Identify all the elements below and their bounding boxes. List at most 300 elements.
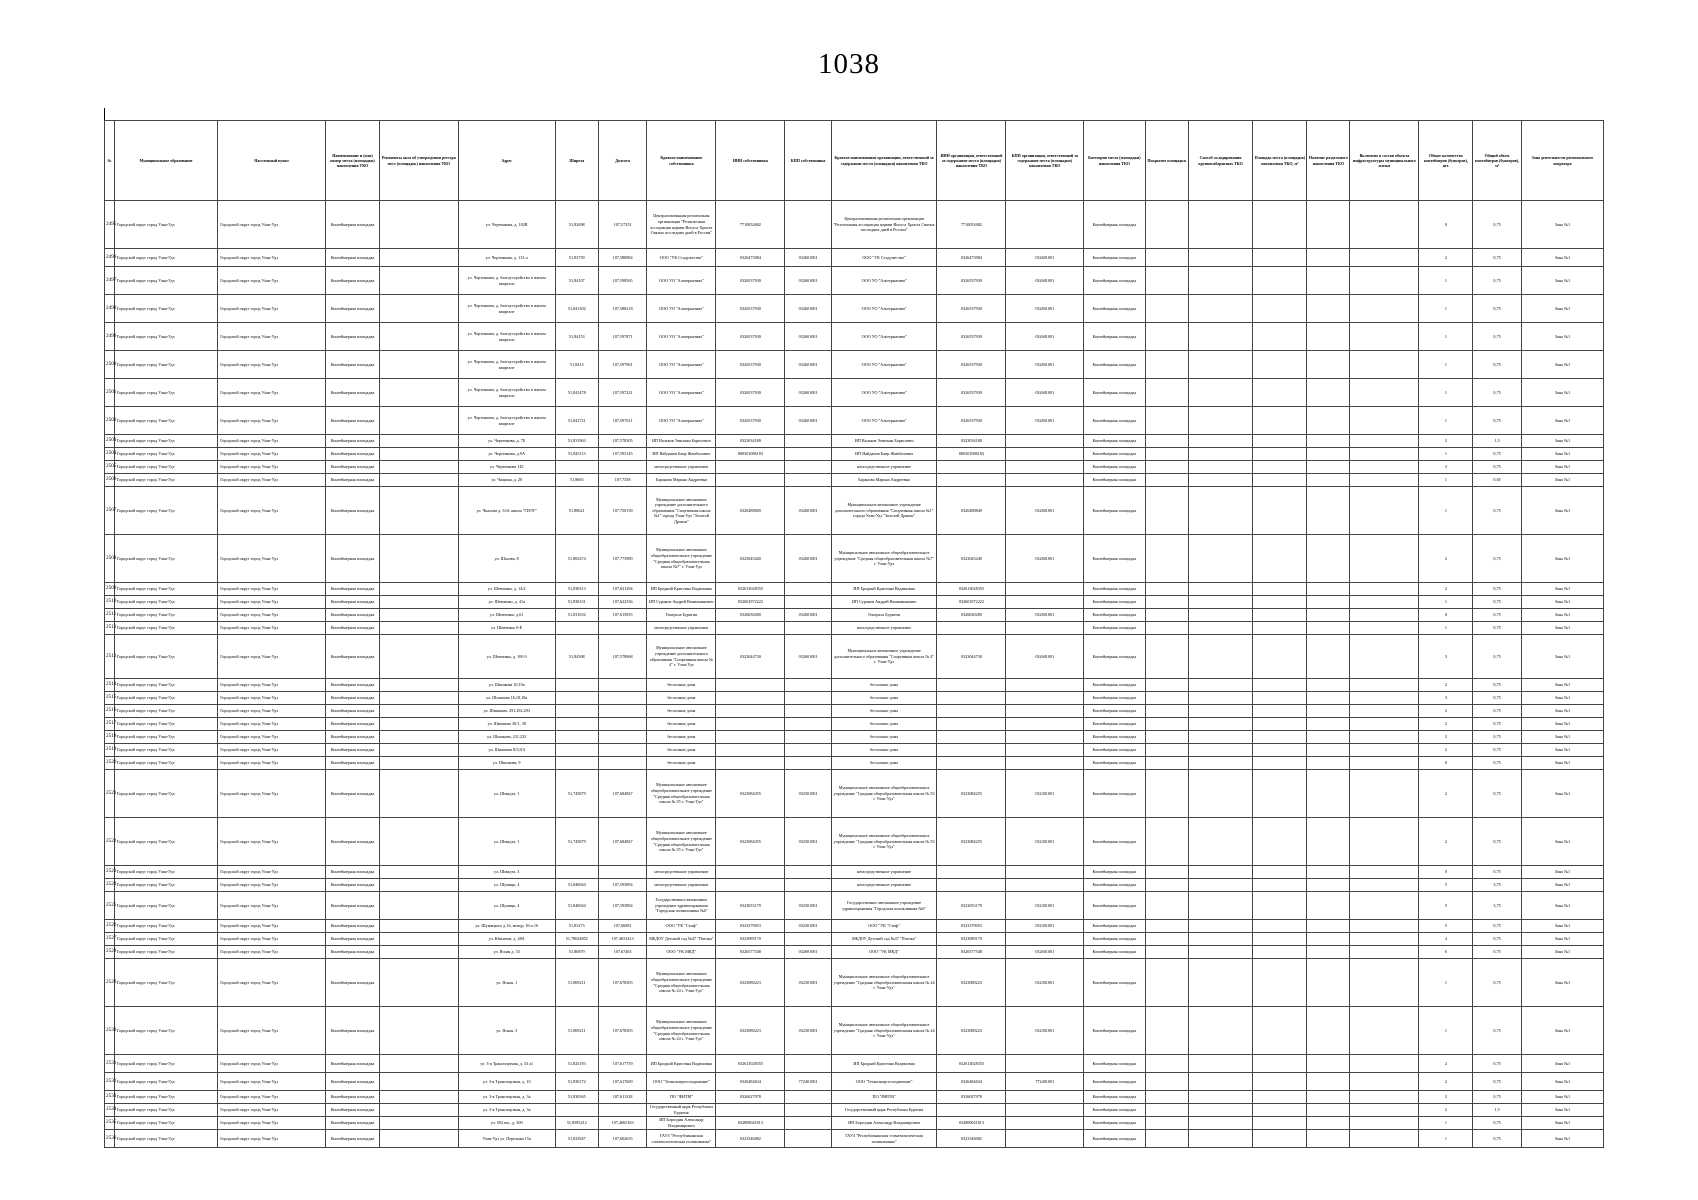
cell-area (1253, 407, 1307, 435)
cell-name: Контейнерная площадка (326, 609, 380, 622)
cell-lon: 107,588984 (598, 249, 647, 267)
cell-name: Контейнерная площадка (326, 744, 380, 757)
cell-incl (1350, 705, 1419, 718)
cell-cnt: 2 (1419, 1104, 1473, 1117)
cell-vol: 0,75 (1473, 1091, 1522, 1104)
cell-vol: 0,75 (1473, 866, 1522, 879)
cell-cover (1145, 535, 1188, 583)
cell-kgo (1188, 267, 1253, 295)
cell-cover (1145, 448, 1188, 461)
cell-lat: 51,84153 (555, 323, 598, 351)
cell-n: 2527 (105, 933, 115, 946)
cell-act (379, 596, 458, 609)
cell-mo: Городской округ город Улан-Удэ (114, 818, 218, 866)
cell-n: 2523 (105, 866, 115, 879)
cell-sep (1307, 866, 1350, 879)
column-header: Наличие раздельного накопления ТКО (1307, 121, 1350, 201)
cell-np: Городской округ город Улан-Удэ (218, 718, 326, 731)
cell-np: Городской округ город Улан-Удэ (218, 866, 326, 879)
cell-org: ПО "ФИТМ" (831, 1091, 937, 1104)
cell-cat: Контейнерная площадка (1084, 866, 1145, 879)
cell-lat: 51,869211 (555, 1007, 598, 1055)
cell-inn (716, 1104, 785, 1117)
cell-cat: Контейнерная площадка (1084, 379, 1145, 407)
cell-incl (1350, 267, 1419, 295)
cell-cnt: 1 (1419, 379, 1473, 407)
cell-mo: Городской округ город Улан-Удэ (114, 583, 218, 596)
cell-addr: ул. Шмидта, 1 (458, 818, 555, 866)
cell-inn: 0323346082 (716, 1130, 785, 1148)
cell-lon: 107,611328 (598, 1091, 647, 1104)
cell-n: 2513 (105, 635, 115, 679)
cell-oinn (937, 692, 1006, 705)
cell-vol: 0,75 (1473, 487, 1522, 535)
cell-addr: ул. Чащина, д. 20 (458, 474, 555, 487)
cell-n: 2517 (105, 718, 115, 731)
cell-lon (598, 461, 647, 474)
cell-n: 2505 (105, 461, 115, 474)
cell-org: ООО "УК "Стиф" (831, 920, 937, 933)
cell-vol: 0,75 (1473, 920, 1522, 933)
cell-lat (555, 461, 598, 474)
cell-okpp: 032601001 (1006, 609, 1084, 622)
cell-cat: Контейнерная площадка (1084, 583, 1145, 596)
cell-inn: 0323045440 (716, 535, 785, 583)
cell-owner: Муниципальное автономное общеобразовательное учреждение "Средняя общеобразовательная школа № 55 г. Улан-Удэ" (647, 770, 716, 818)
table-body (105, 201, 1604, 1148)
cell-lon: 107,66881 (598, 920, 647, 933)
cell-name: Контейнерная площадка (326, 731, 380, 744)
cell-inn: 0326030280 (716, 609, 785, 622)
cell-org: непосредственное управление (831, 622, 937, 635)
cell-lat: 51,831963 (555, 435, 598, 448)
cell-sep (1307, 1091, 1350, 1104)
cell-inn (716, 679, 785, 692)
cell-sep (1307, 731, 1350, 744)
cell-lon (598, 744, 647, 757)
cell-oinn: 0326484634 (937, 1073, 1006, 1091)
cell-act (379, 323, 458, 351)
cell-name: Контейнерная площадка (326, 323, 380, 351)
cell-inn: 7710052682 (716, 201, 785, 249)
cell-kgo (1188, 1073, 1253, 1091)
cell-name: Контейнерная площадка (326, 249, 380, 267)
cell-kgo (1188, 461, 1253, 474)
cell-sep (1307, 757, 1350, 770)
cell-incl (1350, 596, 1419, 609)
cell-zone: Зона №1 (1521, 744, 1603, 757)
column-header: Адрес (458, 121, 555, 201)
cell-owner: бесхозные дома (647, 679, 716, 692)
cell-addr: ул. 3-я Транспортная, д. 3а (458, 1104, 555, 1117)
cell-name: Контейнерная площадка (326, 474, 380, 487)
header-row (105, 121, 1604, 201)
cell-n: 2507 (105, 487, 115, 535)
waste-sites-table (104, 120, 1604, 1148)
cell-zone: Зона №1 (1521, 1117, 1603, 1130)
cell-cover (1145, 770, 1188, 818)
cell-owner: ООО УО "Альтернатива" (647, 267, 716, 295)
cell-cover (1145, 1055, 1188, 1073)
table-row (105, 770, 1604, 818)
cell-cover (1145, 718, 1188, 731)
cell-inn: 032613028355 (716, 1055, 785, 1073)
cell-org: Муниципальное автономное общеобразовательное учреждение "Средняя общеобразовательная школа № 55 г. Улан-Удэ" (831, 770, 937, 818)
cell-cat: Контейнерная площадка (1084, 1055, 1145, 1073)
cell-sep (1307, 351, 1350, 379)
cell-kpp: 032601001 (785, 407, 831, 435)
cell-kpp: 032601001 (785, 295, 831, 323)
cell-mo: Городской округ город Улан-Удэ (114, 487, 218, 535)
cell-act (379, 892, 458, 920)
cell-cnt: 2 (1419, 1073, 1473, 1091)
cell-area (1253, 866, 1307, 879)
cell-kgo (1188, 535, 1253, 583)
cell-n: 2530 (105, 1007, 115, 1055)
cell-cover (1145, 379, 1188, 407)
cell-vol: 0,75 (1473, 249, 1522, 267)
cell-np: Городской округ город Улан-Удэ (218, 635, 326, 679)
cell-kpp: 772401001 (785, 1073, 831, 1091)
cell-okpp: 032601001 (1006, 407, 1084, 435)
cell-cat: Контейнерная площадка (1084, 295, 1145, 323)
cell-kgo (1188, 249, 1253, 267)
cell-vol: 0,75 (1473, 731, 1522, 744)
cell-mo: Городской округ город Улан-Удэ (114, 448, 218, 461)
cell-kpp (785, 622, 831, 635)
cell-kpp: 032601001 (785, 609, 831, 622)
cell-cnt: 1 (1419, 474, 1473, 487)
cell-addr: ул. Шумяцкого д.16, между 16 и 16 (458, 920, 555, 933)
cell-cat: Контейнерная площадка (1084, 879, 1145, 892)
cell-np: Городской округ город Улан-Удэ (218, 920, 326, 933)
cell-cover (1145, 959, 1188, 1007)
cell-vol: 1,5 (1473, 435, 1522, 448)
cell-lat (555, 692, 598, 705)
cell-incl (1350, 535, 1419, 583)
cell-addr: ул. Шишкова, 291,292,293 (458, 705, 555, 718)
cell-name: Контейнерная площадка (326, 596, 380, 609)
cell-lat: 51,83739 (555, 249, 598, 267)
cell-oinn: 032613028355 (937, 583, 1006, 596)
cell-name: Контейнерная площадка (326, 295, 380, 323)
cell-area (1253, 892, 1307, 920)
cell-kpp (785, 679, 831, 692)
cell-act (379, 1091, 458, 1104)
cell-okpp (1006, 866, 1084, 879)
cell-inn: 0323034180 (716, 435, 785, 448)
cell-sep (1307, 379, 1350, 407)
cell-lat (555, 1104, 598, 1117)
cell-cover (1145, 249, 1188, 267)
cell-kgo (1188, 879, 1253, 892)
cell-sep (1307, 770, 1350, 818)
cell-kpp (785, 435, 831, 448)
cell-zone: Зона №1 (1521, 583, 1603, 596)
cell-cover (1145, 201, 1188, 249)
cell-org: Муниципальное автономное учреждение дополнительного образования "Спортивная школа № 4" г. Улан-Удэ (831, 635, 937, 679)
cell-cnt: 1 (1419, 1117, 1473, 1130)
cell-okpp: 032601001 (1006, 295, 1084, 323)
cell-mo: Городской округ город Улан-Удэ (114, 609, 218, 622)
cell-okpp (1006, 461, 1084, 474)
cell-np: Городской округ город Улан-Удэ (218, 622, 326, 635)
cell-inn: 0323080223 (716, 959, 785, 1007)
cell-zone: Зона №1 (1521, 596, 1603, 609)
cell-np: Городской округ город Улан-Удэ (218, 351, 326, 379)
table-row (105, 448, 1604, 461)
cell-area (1253, 959, 1307, 1007)
cell-inn: 0326537930 (716, 267, 785, 295)
cell-kgo (1188, 379, 1253, 407)
cell-cover (1145, 1007, 1188, 1055)
cell-vol: 0,75 (1473, 757, 1522, 770)
table-row (105, 946, 1604, 959)
cell-cat: Контейнерная площадка (1084, 920, 1145, 933)
cell-cat: Контейнерная площадка (1084, 487, 1145, 535)
cell-cnt: 2 (1419, 770, 1473, 818)
cell-kpp: 032601001 (785, 946, 831, 959)
cell-mo: Городской округ город Улан-Удэ (114, 201, 218, 249)
cell-np: Городской округ город Улан-Удэ (218, 933, 326, 946)
cell-kpp (785, 692, 831, 705)
cell-mo: Городской округ город Улан-Удэ (114, 461, 218, 474)
cell-owner: ООО "Техноэнергосоединение" (647, 1073, 716, 1091)
cell-cat: Контейнерная площадка (1084, 718, 1145, 731)
cell-kpp (785, 448, 831, 461)
cell-cnt: 0 (1419, 757, 1473, 770)
cell-act (379, 959, 458, 1007)
cell-kgo (1188, 635, 1253, 679)
column-header: Краткое наименование организации, ответственной за содержание места (площадки) накопления ТКО (831, 121, 937, 201)
cell-vol: 0,75 (1473, 583, 1522, 596)
cell-lat (555, 731, 598, 744)
cell-name: Контейнерная площадка (326, 920, 380, 933)
cell-zone: Зона №1 (1521, 920, 1603, 933)
cell-org: бесхозные дома (831, 692, 937, 705)
cell-owner: ООО УО "Альтернатива" (647, 407, 716, 435)
cell-sep (1307, 1007, 1350, 1055)
cell-name: Контейнерная площадка (326, 718, 380, 731)
cell-mo: Городской округ город Улан-Удэ (114, 692, 218, 705)
cell-lat: 51,841478 (555, 379, 598, 407)
cell-act (379, 705, 458, 718)
cell-okpp (1006, 596, 1084, 609)
cell-lon: 107,617609 (598, 1073, 647, 1091)
cell-n: 2516 (105, 705, 115, 718)
cell-zone: Зона №1 (1521, 818, 1603, 866)
cell-incl (1350, 1073, 1419, 1091)
cell-inn: 0326537930 (716, 295, 785, 323)
cell-vol: 0,75 (1473, 679, 1522, 692)
cell-cat: Контейнерная площадка (1084, 744, 1145, 757)
cell-lat: 51,865474 (555, 535, 598, 583)
cell-kpp (785, 705, 831, 718)
cell-cover (1145, 920, 1188, 933)
cell-n: 2515 (105, 692, 115, 705)
cell-act (379, 435, 458, 448)
cell-inn (716, 705, 785, 718)
cell-cat: Контейнерная площадка (1084, 757, 1145, 770)
cell-oinn (937, 744, 1006, 757)
cell-addr: ул. Шевченко, д. 14/2 (458, 583, 555, 596)
cell-incl (1350, 474, 1419, 487)
cell-mo: Городской округ город Улан-Удэ (114, 770, 218, 818)
cell-kpp (785, 933, 831, 946)
cell-org: непосредственное управление (831, 879, 937, 892)
cell-n: 2531 (105, 1055, 115, 1073)
cell-zone: Зона №1 (1521, 1104, 1603, 1117)
cell-cover (1145, 818, 1188, 866)
cell-act (379, 946, 458, 959)
cell-n: 2532 (105, 1073, 115, 1091)
cell-addr: ул. Шишкова, 9 (458, 757, 555, 770)
cell-incl (1350, 487, 1419, 535)
cell-oinn: 032800041813 (937, 1117, 1006, 1130)
cell-vol: 0,75 (1473, 596, 1522, 609)
cell-area (1253, 635, 1307, 679)
cell-sep (1307, 946, 1350, 959)
cell-zone: Зона №1 (1521, 692, 1603, 705)
cell-kpp: 032301001 (785, 818, 831, 866)
cell-cnt: 2 (1419, 1055, 1473, 1073)
cell-vol: 0,75 (1473, 744, 1522, 757)
cell-okpp (1006, 201, 1084, 249)
cell-lat (555, 622, 598, 635)
cell-owner: бесхозные дома (647, 757, 716, 770)
cell-vol: 0,75 (1473, 351, 1522, 379)
cell-addr: ул. Чертенкова, д. благоустройство в жилом квартале (458, 351, 555, 379)
cell-inn: 0326537930 (716, 379, 785, 407)
cell-cat: Контейнерная площадка (1084, 933, 1145, 946)
column-header: Покрытие площадки (1145, 121, 1188, 201)
cell-kpp (785, 866, 831, 879)
cell-oinn (937, 731, 1006, 744)
cell-mo: Городской округ город Улан-Удэ (114, 1091, 218, 1104)
cell-cat: Контейнерная площадка (1084, 1104, 1145, 1117)
cell-oinn: 0326577548 (937, 946, 1006, 959)
cell-okpp (1006, 692, 1084, 705)
table-row (105, 295, 1604, 323)
cell-kpp: 032601001 (785, 351, 831, 379)
column-header: Краткое наименование собственника (647, 121, 716, 201)
cell-area (1253, 679, 1307, 692)
cell-n: 2501 (105, 379, 115, 407)
cell-kgo (1188, 744, 1253, 757)
cell-sep (1307, 1130, 1350, 1148)
cell-area (1253, 487, 1307, 535)
cell-addr: ул. Шишкова, 231,232 (458, 731, 555, 744)
cell-zone: Зона №1 (1521, 892, 1603, 920)
cell-kpp (785, 879, 831, 892)
cell-lat (555, 744, 598, 757)
cell-incl (1350, 407, 1419, 435)
cell-addr: ул. Ясная, 3 (458, 1007, 555, 1055)
cell-area (1253, 323, 1307, 351)
cell-sep (1307, 718, 1350, 731)
table-row (105, 705, 1604, 718)
cell-org: ГАУЗ "Республиканская стоматологическая поликлиника" (831, 1130, 937, 1148)
cell-kpp: 032301001 (785, 892, 831, 920)
cell-inn (716, 879, 785, 892)
cell-org: Государственный цирк Республики Бурятия (831, 1104, 937, 1117)
column-header: Населенный пункт (218, 121, 326, 201)
cell-okpp: 032301001 (1006, 892, 1084, 920)
cell-mo: Городской округ город Улан-Удэ (114, 474, 218, 487)
cell-owner: ООО УО "Альтернатива" (647, 351, 716, 379)
cell-mo: Городской округ город Улан-Удэ (114, 323, 218, 351)
cell-np: Городской округ город Улан-Удэ (218, 679, 326, 692)
cell-mo: Городской округ город Улан-Удэ (114, 249, 218, 267)
cell-np: Городской округ город Улан-Удэ (218, 1117, 326, 1130)
cell-n: 2528 (105, 946, 115, 959)
cell-addr: ул. Ясная, 1 (458, 959, 555, 1007)
cell-lat: 51,830365 (555, 1091, 598, 1104)
cell-act (379, 879, 458, 892)
cell-inn: 032613028355 (716, 583, 785, 596)
cell-addr: ул. Шишкова 10,10а (458, 679, 555, 692)
cell-act (379, 770, 458, 818)
table-row (105, 933, 1604, 946)
cell-act (379, 757, 458, 770)
cell-incl (1350, 583, 1419, 596)
cell-org: ИП Найданов Баир Жамбалович (831, 448, 937, 461)
cell-lat: 51,8385212 (555, 1117, 598, 1130)
cell-name: Контейнерная площадка (326, 959, 380, 1007)
cell-np: Городской округ город Улан-Удэ (218, 487, 326, 535)
cell-cnt: 1 (1419, 1007, 1473, 1055)
cell-zone: Зона №1 (1521, 448, 1603, 461)
cell-cat: Контейнерная площадка (1084, 461, 1145, 474)
cell-vol: 0,75 (1473, 609, 1522, 622)
cell-vol: 1,5 (1473, 1104, 1522, 1117)
cell-np: Городской округ город Улан-Удэ (218, 705, 326, 718)
cell-inn (716, 731, 785, 744)
cell-vol: 0,75 (1473, 818, 1522, 866)
cell-area (1253, 718, 1307, 731)
cell-kgo (1188, 448, 1253, 461)
cell-okpp (1006, 583, 1084, 596)
cell-oinn (937, 757, 1006, 770)
cell-cover (1145, 323, 1188, 351)
cell-owner: Муниципальное автономное учреждение дополнительного образования "Спортивная школа № 4" г. Улан-Удэ (647, 635, 716, 679)
cell-addr: ул. Шишкова 30/1, 38 (458, 718, 555, 731)
cell-sep (1307, 892, 1350, 920)
cell-vol: 3,75 (1473, 892, 1522, 920)
cell-vol: 3,75 (1473, 879, 1522, 892)
cell-zone: Зона №1 (1521, 1130, 1603, 1148)
cell-owner: ИП Бродкий Кристина Вадимовна (647, 583, 716, 596)
cell-zone: Зона №1 (1521, 718, 1603, 731)
cell-org: ООО "Техноэнергосоединение" (831, 1073, 937, 1091)
cell-lat: 51,84107 (555, 267, 598, 295)
cell-addr: ул. Шевченко, д. 100 б (458, 635, 555, 679)
cell-sep (1307, 249, 1350, 267)
cell-addr: ул. Чертенкова, д. 131 п (458, 249, 555, 267)
cell-kgo (1188, 959, 1253, 1007)
cell-lon: 107,617759 (598, 1055, 647, 1073)
cell-org: ИП Бродкий Кристина Вадимовна (831, 583, 937, 596)
cell-name: Контейнерная площадка (326, 692, 380, 705)
cell-oinn: 0323034180 (937, 435, 1006, 448)
cell-lat: 51,825193 (555, 1055, 598, 1073)
cell-okpp (1006, 731, 1084, 744)
cell-cnt: 2 (1419, 679, 1473, 692)
cell-area (1253, 757, 1307, 770)
cell-okpp (1006, 718, 1084, 731)
cell-zone: Зона №1 (1521, 1091, 1603, 1104)
cell-lat: 51,745879 (555, 818, 598, 866)
